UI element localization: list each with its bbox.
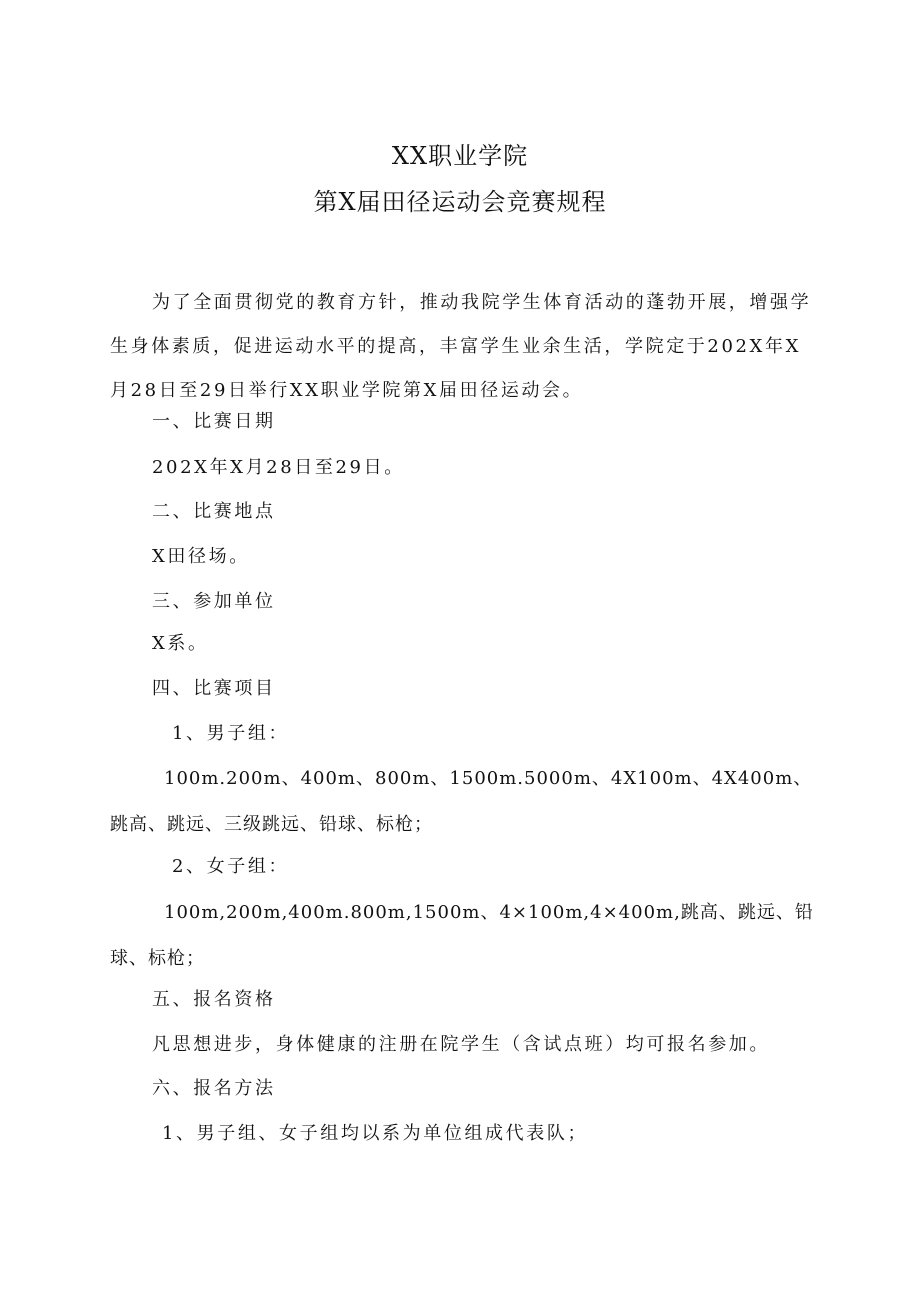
section-body-date: 202X年X月28日至29日。 [152,457,405,478]
document-subtitle: 第X届田径运动会竞赛规程 [313,188,607,216]
men-group-label: 1、男子组： [172,723,290,744]
registration-item-1: 1、男子组、女子组均以系为单位组成代表队； [162,1123,589,1144]
women-group-events: 100m,200m,400m.800m,1500m、4×100m,4×400m,跳高、跳远、铅球、标枪； [110,902,814,969]
section-heading-registration: 六、报名方法 [152,1078,276,1099]
section-body-venue: X田径场。 [152,546,250,567]
women-group-label: 2、女子组： [172,856,290,877]
document-title: XX职业学院 [391,142,529,170]
section-heading-date: 一、比赛日期 [152,411,276,432]
section-body-eligibility: 凡思想进步，身体健康的注册在院学生（含试点班）均可报名参加。 [152,1034,770,1055]
intro-paragraph: 为了全面贯彻党的教育方针，推动我院学生体育活动的蓬勃开展，增强学生身体素质，促进运动水平的提高，丰富学生业余生活，学院定于202X年X月28日至29日举行XX职业学院第X届田径运动会。 [110,292,812,401]
men-group-events: 100m.200m、400m、800m、1500m.5000m、4X100m、4X400m、跳高、跳远、三级跳远、铅球、标枪； [110,768,813,835]
section-heading-venue: 二、比赛地点 [152,501,276,522]
section-body-units: X系。 [152,633,209,654]
section-heading-eligibility: 五、报名资格 [152,989,276,1010]
section-heading-units: 三、参加单位 [152,591,276,612]
section-heading-events: 四、比赛项目 [152,678,276,699]
